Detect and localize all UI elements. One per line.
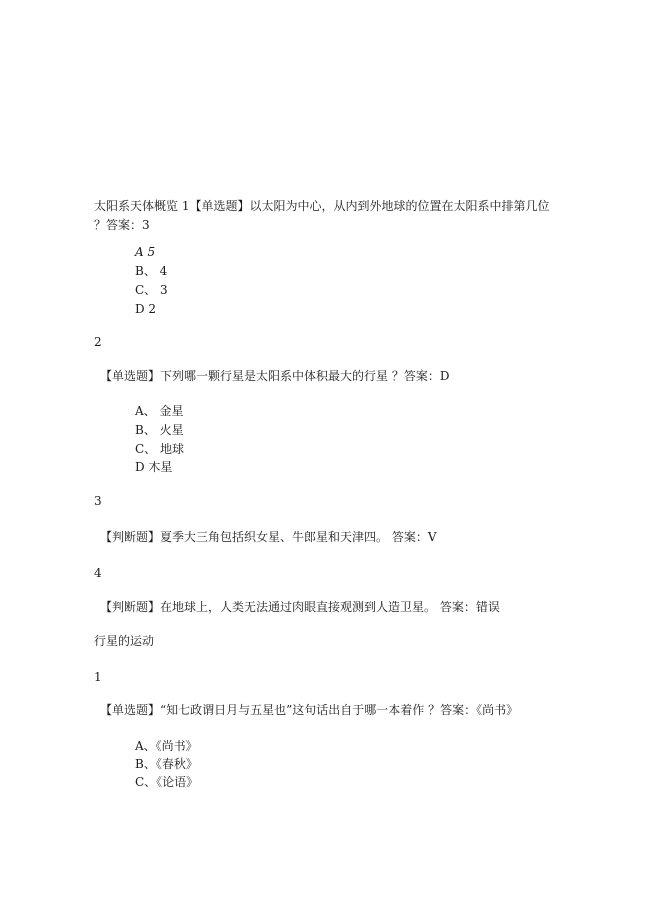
q2-option-a: A、 金星 bbox=[135, 404, 184, 418]
question-4-number: 4 bbox=[94, 566, 102, 580]
q1-option-a: A 5 bbox=[135, 245, 156, 259]
section-2-question-1-text: 【单选题】“知七政谓日月与五星也”这句话出自于哪一本着作 ？答案：《尚书》 bbox=[100, 703, 519, 717]
question-1-text: 太阳系天体概览 1【单选题】以太阳为中心，从内到外地球的位置在太阳系中排第几位 ？答案：3 bbox=[94, 199, 550, 232]
q2-option-b: B、 火星 bbox=[135, 423, 184, 437]
s2-q1-option-a: A、《尚书》 bbox=[135, 739, 198, 753]
question-2-number: 2 bbox=[94, 335, 102, 349]
q2-option-d: D 木星 bbox=[135, 460, 173, 474]
q2-option-c: C、 地球 bbox=[135, 442, 184, 456]
s2-q1-option-c: C、《论语》 bbox=[135, 775, 199, 789]
section-2-question-1-number: 1 bbox=[94, 670, 102, 684]
question-3-text: 【判断题】夏季大三角包括织女星、牛郎星和天津四。 答案：V bbox=[100, 530, 437, 544]
section-2-title: 行星的运动 bbox=[94, 634, 155, 648]
q1-option-b: B、 4 bbox=[135, 264, 168, 278]
question-4-text: 【判断题】在地球上，人类无法通过肉眼直接观测到人造卫星。 答案：错误 bbox=[100, 600, 500, 614]
s2-q1-option-b: B、《春秋》 bbox=[135, 757, 198, 771]
question-2-text: 【单选题】下列哪一颗行星是太阳系中体积最大的行星 ？答案：D bbox=[100, 369, 450, 383]
question-3-number: 3 bbox=[94, 494, 102, 508]
q1-option-d: D 2 bbox=[135, 302, 157, 316]
q1-option-c: C、 3 bbox=[135, 283, 168, 297]
